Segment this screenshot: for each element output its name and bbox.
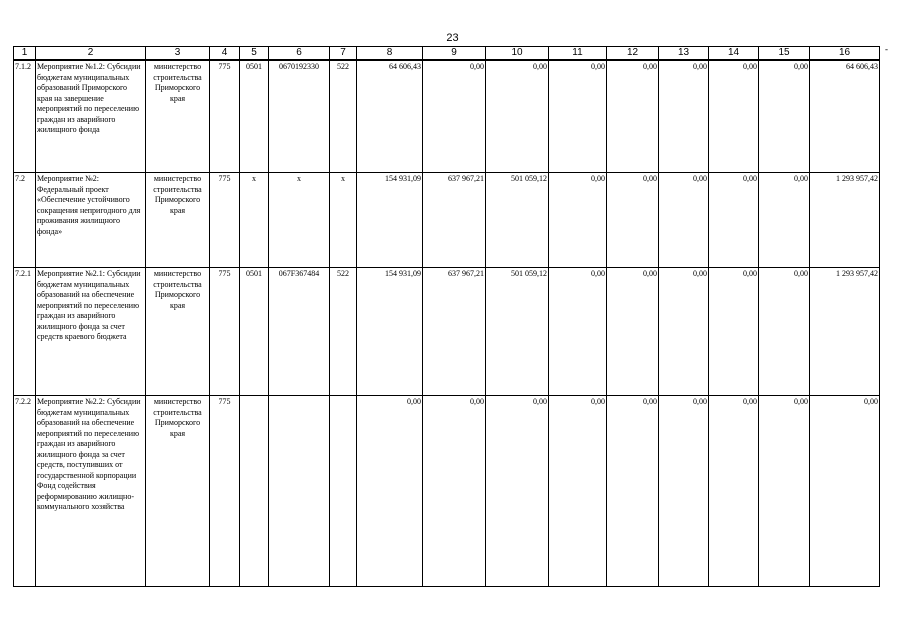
amount-cell: 501 059,12 — [486, 173, 549, 268]
row-number: 7.2.1 — [14, 268, 36, 396]
column-header: 16 — [810, 47, 880, 61]
target-article — [269, 396, 330, 587]
margin-mark: - — [885, 44, 888, 54]
page-number: 23 — [446, 32, 459, 44]
table-row — [14, 60, 880, 173]
amount-cell: 0,00 — [486, 396, 549, 587]
amount-cell: 0,00 — [759, 60, 810, 173]
ministry-code: 775 — [210, 268, 240, 396]
responsible-ministry: министерство строительства Приморского края — [146, 396, 210, 587]
ministry-code: 775 — [210, 173, 240, 268]
column-header: 11 — [549, 47, 607, 61]
responsible-ministry: министерство строительства Приморского края — [146, 268, 210, 396]
measure-name: Мероприятие №2.2: Субсидии бюджетам муниципальных образований на обеспечение мероприятий по переселению граждан из аварийного жилищного фонда за счет средств, поступивших от государственной корпорации Фонд содействия реформированию жилищно-коммунального хозяйства — [36, 396, 146, 587]
column-header: 12 — [607, 47, 659, 61]
expense-type — [330, 396, 357, 587]
column-header: 9 — [423, 47, 486, 61]
amount-cell: 0,00 — [607, 268, 659, 396]
column-header: 7 — [330, 47, 357, 61]
column-header: 3 — [146, 47, 210, 61]
column-header: 13 — [659, 47, 709, 61]
amount-cell: 0,00 — [607, 60, 659, 173]
amount-cell: 637 967,21 — [423, 268, 486, 396]
target-article: 067F367484 — [269, 268, 330, 396]
column-header: 2 — [36, 47, 146, 61]
amount-cell: 0,00 — [759, 173, 810, 268]
column-header: 1 — [14, 47, 36, 61]
amount-cell: 0,00 — [759, 396, 810, 587]
amount-cell: 0,00 — [709, 396, 759, 587]
amount-cell: 0,00 — [549, 396, 607, 587]
section-code: 0501 — [240, 60, 269, 173]
column-header: 10 — [486, 47, 549, 61]
column-header: 14 — [709, 47, 759, 61]
amount-cell: 0,00 — [423, 396, 486, 587]
total-cell: 1 293 957,42 — [810, 268, 880, 396]
column-header: 6 — [269, 47, 330, 61]
amount-cell: 0,00 — [486, 60, 549, 173]
amount-cell: 64 606,43 — [357, 60, 423, 173]
column-header: 4 — [210, 47, 240, 61]
amount-cell: 0,00 — [549, 60, 607, 173]
row-number: 7.2.2 — [14, 396, 36, 587]
table-row — [14, 268, 880, 396]
amount-cell: 0,00 — [659, 396, 709, 587]
expense-type: 522 — [330, 268, 357, 396]
target-article: х — [269, 173, 330, 268]
section-code: 0501 — [240, 268, 269, 396]
ministry-code: 775 — [210, 396, 240, 587]
measure-name: Мероприятие №2: Федеральный проект «Обеспечение устойчивого сокращения непригодного для проживания жилищного фонда» — [36, 173, 146, 268]
expense-type: 522 — [330, 60, 357, 173]
amount-cell: 0,00 — [709, 60, 759, 173]
table-row — [14, 396, 880, 587]
column-header: 8 — [357, 47, 423, 61]
total-cell: 1 293 957,42 — [810, 173, 880, 268]
section-code — [240, 396, 269, 587]
amount-cell: 0,00 — [759, 268, 810, 396]
total-cell: 64 606,43 — [810, 60, 880, 173]
amount-cell: 0,00 — [659, 173, 709, 268]
amount-cell: 0,00 — [357, 396, 423, 587]
amount-cell: 0,00 — [607, 173, 659, 268]
table-row — [14, 173, 880, 268]
amount-cell: 501 059,12 — [486, 268, 549, 396]
responsible-ministry: министерство строительства Приморского края — [146, 173, 210, 268]
expense-type: х — [330, 173, 357, 268]
amount-cell: 0,00 — [607, 396, 659, 587]
amount-cell: 0,00 — [659, 60, 709, 173]
target-article: 0670192330 — [269, 60, 330, 173]
amount-cell: 0,00 — [709, 173, 759, 268]
amount-cell: 0,00 — [549, 268, 607, 396]
total-cell: 0,00 — [810, 396, 880, 587]
responsible-ministry: министерство строительства Приморского края — [146, 60, 210, 173]
column-header: 5 — [240, 47, 269, 61]
amount-cell: 0,00 — [709, 268, 759, 396]
section-code: х — [240, 173, 269, 268]
row-number: 7.1.2 — [14, 60, 36, 173]
column-number-row — [14, 47, 880, 61]
row-number: 7.2 — [14, 173, 36, 268]
amount-cell: 154 931,09 — [357, 268, 423, 396]
column-header: 15 — [759, 47, 810, 61]
amount-cell: 0,00 — [423, 60, 486, 173]
measure-name: Мероприятие №2.1: Субсидии бюджетам муниципальных образований на обеспечение мероприятий по переселению граждан из аварийного жилищного фонда за счет средств краевого бюджета — [36, 268, 146, 396]
ministry-code: 775 — [210, 60, 240, 173]
budget-table — [13, 46, 880, 587]
amount-cell: 0,00 — [549, 173, 607, 268]
amount-cell: 154 931,09 — [357, 173, 423, 268]
measure-name: Мероприятие №1.2: Субсидии бюджетам муниципальных образований Приморского края на завершение мероприятий по переселению граждан из аварийного жилищного фонда — [36, 60, 146, 173]
amount-cell: 637 967,21 — [423, 173, 486, 268]
amount-cell: 0,00 — [659, 268, 709, 396]
